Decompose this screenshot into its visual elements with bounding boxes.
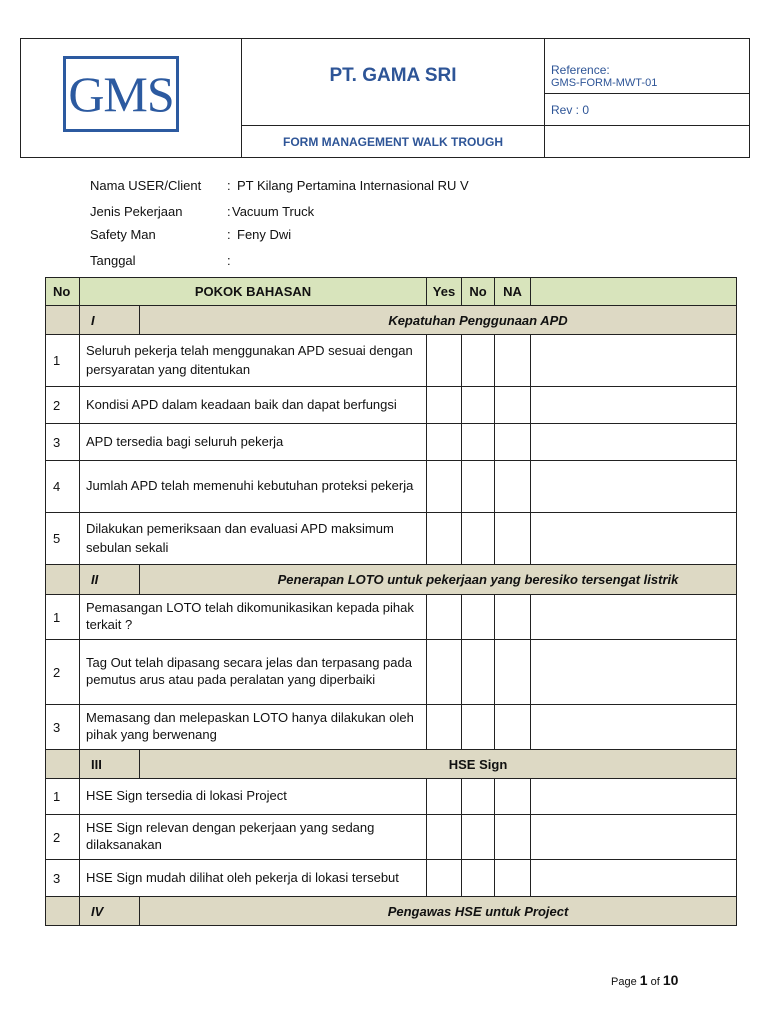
yes-cell[interactable] [427,387,462,424]
section-title: Penerapan LOTO untuk pekerjaan yang beresiko tersengat listrik [140,565,737,595]
notes-cell[interactable] [531,705,737,750]
notes-cell[interactable] [531,513,737,565]
na-cell[interactable] [495,815,531,860]
yes-cell[interactable] [427,779,462,815]
item-number: 3 [46,860,80,897]
no-cell[interactable] [462,461,495,513]
item-number: 5 [46,513,80,565]
item-text: Tag Out telah dipasang secara jelas dan terpasang pada pemutus arus atau pada peralatan yang diperbaiki [80,640,427,705]
item-text: Seluruh pekerja telah menggunakan APD sesuai dengan persyaratan yang ditentukan [80,335,427,387]
table-row [46,335,737,387]
reference-cell [545,39,749,94]
section-row [46,565,737,595]
table-row [46,513,737,565]
page-word: Page [611,976,637,988]
na-cell[interactable] [495,461,531,513]
logo-cell [21,39,242,157]
item-number: 1 [46,779,80,815]
company-logo [63,56,179,132]
revision-label: Rev : 0 [551,103,590,117]
na-cell[interactable] [495,335,531,387]
info-label: Jenis Pekerjaan [90,204,183,219]
item-text: Dilakukan pemeriksaan dan evaluasi APD maksimum sebulan sekali [80,513,427,565]
info-colon: : [227,178,231,193]
item-text: Pemasangan LOTO telah dikomunikasikan kepada pihak terkait ? [80,595,427,640]
yes-cell[interactable] [427,705,462,750]
table-row [46,705,737,750]
info-label: Tanggal [90,253,136,268]
section-blank [46,306,80,335]
na-cell[interactable] [495,640,531,705]
item-number: 2 [46,640,80,705]
item-number: 2 [46,815,80,860]
no-cell[interactable] [462,595,495,640]
item-text: APD tersedia bagi seluruh pekerja [80,424,427,461]
item-number: 1 [46,595,80,640]
form-name: FORM MANAGEMENT WALK TROUGH [283,134,503,149]
notes-cell[interactable] [531,335,737,387]
yes-cell[interactable] [427,461,462,513]
company-name: PT. GAMA SRI [329,65,457,86]
no-cell[interactable] [462,424,495,461]
table-row [46,860,737,897]
section-row [46,306,737,335]
yes-cell[interactable] [427,640,462,705]
no-cell[interactable] [462,640,495,705]
col-header-no-answer: No [462,278,495,306]
col-header-topic: POKOK BAHASAN [80,278,427,306]
info-label: Nama USER/Client [90,178,202,193]
no-cell[interactable] [462,779,495,815]
na-cell[interactable] [495,595,531,640]
yes-cell[interactable] [427,595,462,640]
item-text: HSE Sign tersedia di lokasi Project [80,779,427,815]
info-colon: : [227,227,231,242]
no-cell[interactable] [462,513,495,565]
notes-cell[interactable] [531,640,737,705]
table-header-row [46,278,737,306]
info-value: Feny Dwi [237,227,292,242]
form-name-cell [242,126,545,157]
reference-code: GMS-FORM-MWT-01 [551,77,658,90]
table-row [46,815,737,860]
na-cell[interactable] [495,387,531,424]
item-number: 3 [46,705,80,750]
no-cell[interactable] [462,815,495,860]
section-row [46,897,737,926]
company-cell [242,39,545,126]
item-text: Jumlah APD telah memenuhi kebutuhan proteksi pekerja [80,461,427,513]
section-title: Pengawas HSE untuk Project [140,897,737,926]
table-row [46,424,737,461]
table-row [46,595,737,640]
item-number: 2 [46,387,80,424]
section-title: HSE Sign [140,750,737,779]
na-cell[interactable] [495,779,531,815]
info-colon: : [227,204,231,219]
na-cell[interactable] [495,513,531,565]
section-number: III [80,750,140,779]
info-label: Safety Man [90,227,156,242]
col-header-yes: Yes [427,278,462,306]
section-blank [46,565,80,595]
item-text: Memasang dan melepaskan LOTO hanya dilakukan oleh pihak yang berwenang [80,705,427,750]
section-number: IV [80,897,140,926]
table-row [46,779,737,815]
yes-cell[interactable] [427,860,462,897]
item-text: HSE Sign mudah dilihat oleh pekerja di lokasi tersebut [80,860,427,897]
item-number: 1 [46,335,80,387]
section-title: Kepatuhan Penggunaan APD [140,306,737,335]
na-cell[interactable] [495,424,531,461]
section-number: II [80,565,140,595]
section-blank [46,750,80,779]
section-row [46,750,737,779]
na-cell[interactable] [495,705,531,750]
item-number: 3 [46,424,80,461]
info-value: PT Kilang Pertamina Internasional RU V [237,178,469,193]
page-total: 10 [662,972,679,988]
info-colon: : [227,253,231,268]
table-row [46,461,737,513]
col-header-notes [531,278,737,306]
section-blank [46,897,80,926]
notes-cell[interactable] [531,595,737,640]
col-header-na: NA [495,278,531,306]
of-word: of [650,976,660,988]
checklist-table [45,277,737,926]
page-footer [611,972,678,988]
notes-cell[interactable] [531,387,737,424]
no-cell[interactable] [462,860,495,897]
notes-cell[interactable] [531,815,737,860]
reference-label: Reference: [551,63,610,77]
item-text: Kondisi APD dalam keadaan baik dan dapat berfungsi [80,387,427,424]
form-header [20,38,750,158]
item-text: HSE Sign relevan dengan pekerjaan yang sedang dilaksanakan [80,815,427,860]
logo-text: GMS [68,66,174,122]
notes-cell[interactable] [531,461,737,513]
section-number: I [80,306,140,335]
notes-cell[interactable] [531,424,737,461]
notes-cell[interactable] [531,860,737,897]
item-number: 4 [46,461,80,513]
no-cell[interactable] [462,335,495,387]
yes-cell[interactable] [427,424,462,461]
no-cell[interactable] [462,387,495,424]
yes-cell[interactable] [427,815,462,860]
no-cell[interactable] [462,705,495,750]
yes-cell[interactable] [427,335,462,387]
page-current: 1 [639,972,648,988]
table-row [46,640,737,705]
revision-cell [545,94,749,126]
na-cell[interactable] [495,860,531,897]
info-value: Vacuum Truck [232,204,315,219]
col-header-no: No [46,278,80,306]
yes-cell[interactable] [427,513,462,565]
table-row [46,387,737,424]
notes-cell[interactable] [531,779,737,815]
